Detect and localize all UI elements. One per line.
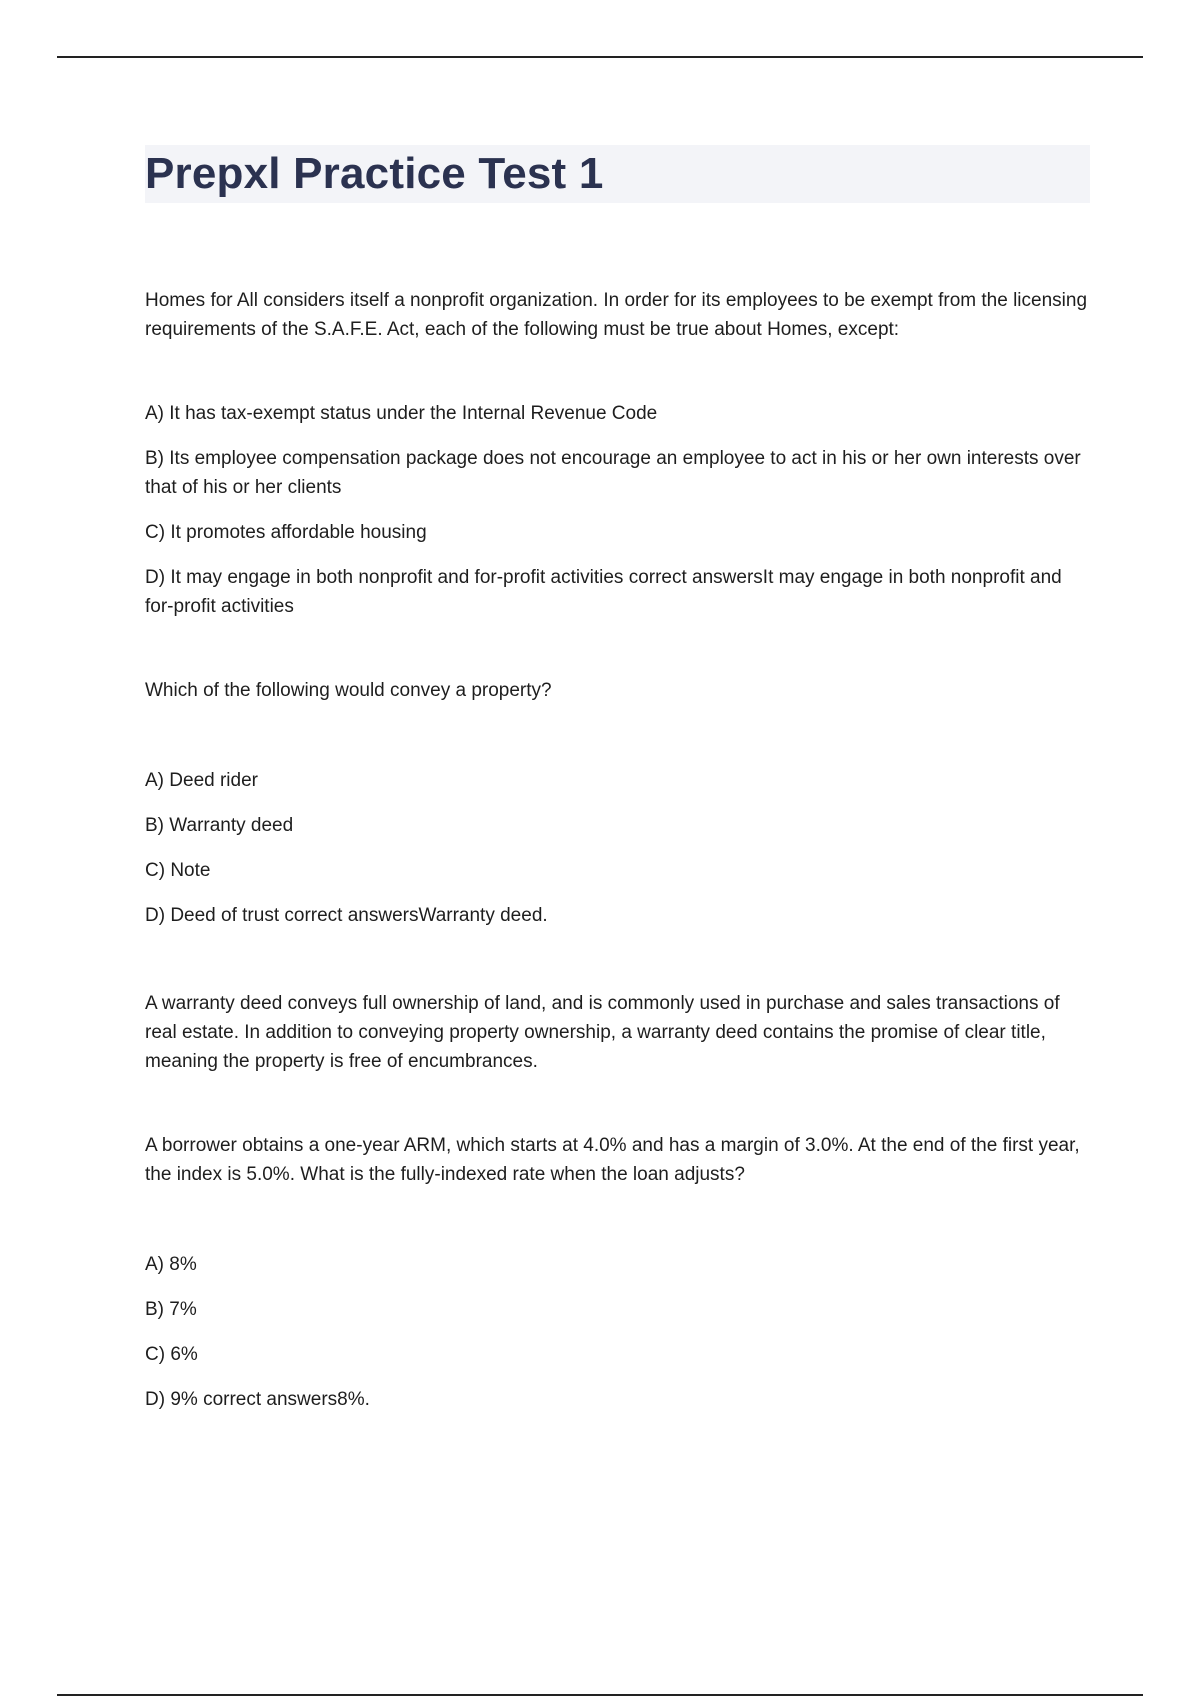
option-d: D) Deed of trust correct answersWarranty deed. (145, 905, 548, 926)
question-text: Which of the following would convey a property? (145, 680, 552, 701)
option-d: D) 9% correct answers8%. (145, 1389, 370, 1410)
option-a: A) Deed rider (145, 770, 258, 791)
document-body (145, 145, 1090, 1414)
option-c: C) It promotes affordable housing (145, 522, 427, 543)
answer-options (145, 766, 1090, 930)
question-1 (145, 286, 1090, 621)
option-b: B) 7% (145, 1299, 197, 1320)
title-banner (145, 145, 1090, 203)
question-text: A borrower obtains a one-year ARM, which starts at 4.0% and has a margin of 3.0%. At the end of the first year, the index is 5.0%. What is the fully-indexed rate when the loan adjusts? (145, 1135, 1080, 1185)
question-3 (145, 1131, 1090, 1414)
top-rule (57, 56, 1143, 58)
option-c: C) 6% (145, 1344, 198, 1365)
option-c: C) Note (145, 860, 211, 881)
answer-options (145, 399, 1090, 621)
option-d: D) It may engage in both nonprofit and for-profit activities correct answersIt may engage in both nonprofit and for-profit activities (145, 567, 1062, 617)
answer-options (145, 1250, 1090, 1414)
question-2 (145, 676, 1090, 1076)
question-text: Homes for All considers itself a nonprofit organization. In order for its employees to be exempt from the licensing requirements of the S.A.F.E. Act, each of the following must be true about Homes, except: (145, 290, 1088, 340)
option-b: B) Its employee compensation package does not encourage an employee to act in his or her own interests over that of his or her clients (145, 448, 1081, 498)
option-b: B) Warranty deed (145, 815, 294, 836)
option-a: A) It has tax-exempt status under the Internal Revenue Code (145, 403, 658, 424)
page-title: Prepxl Practice Test 1 (145, 149, 604, 198)
answer-explanation: A warranty deed conveys full ownership of land, and is commonly used in purchase and sales transactions of real estate. In addition to conveying property ownership, a warranty deed contains the promise of clear title, meaning the property is free of encumbrances. (145, 993, 1060, 1072)
bottom-rule (57, 1694, 1143, 1696)
option-a: A) 8% (145, 1254, 197, 1275)
